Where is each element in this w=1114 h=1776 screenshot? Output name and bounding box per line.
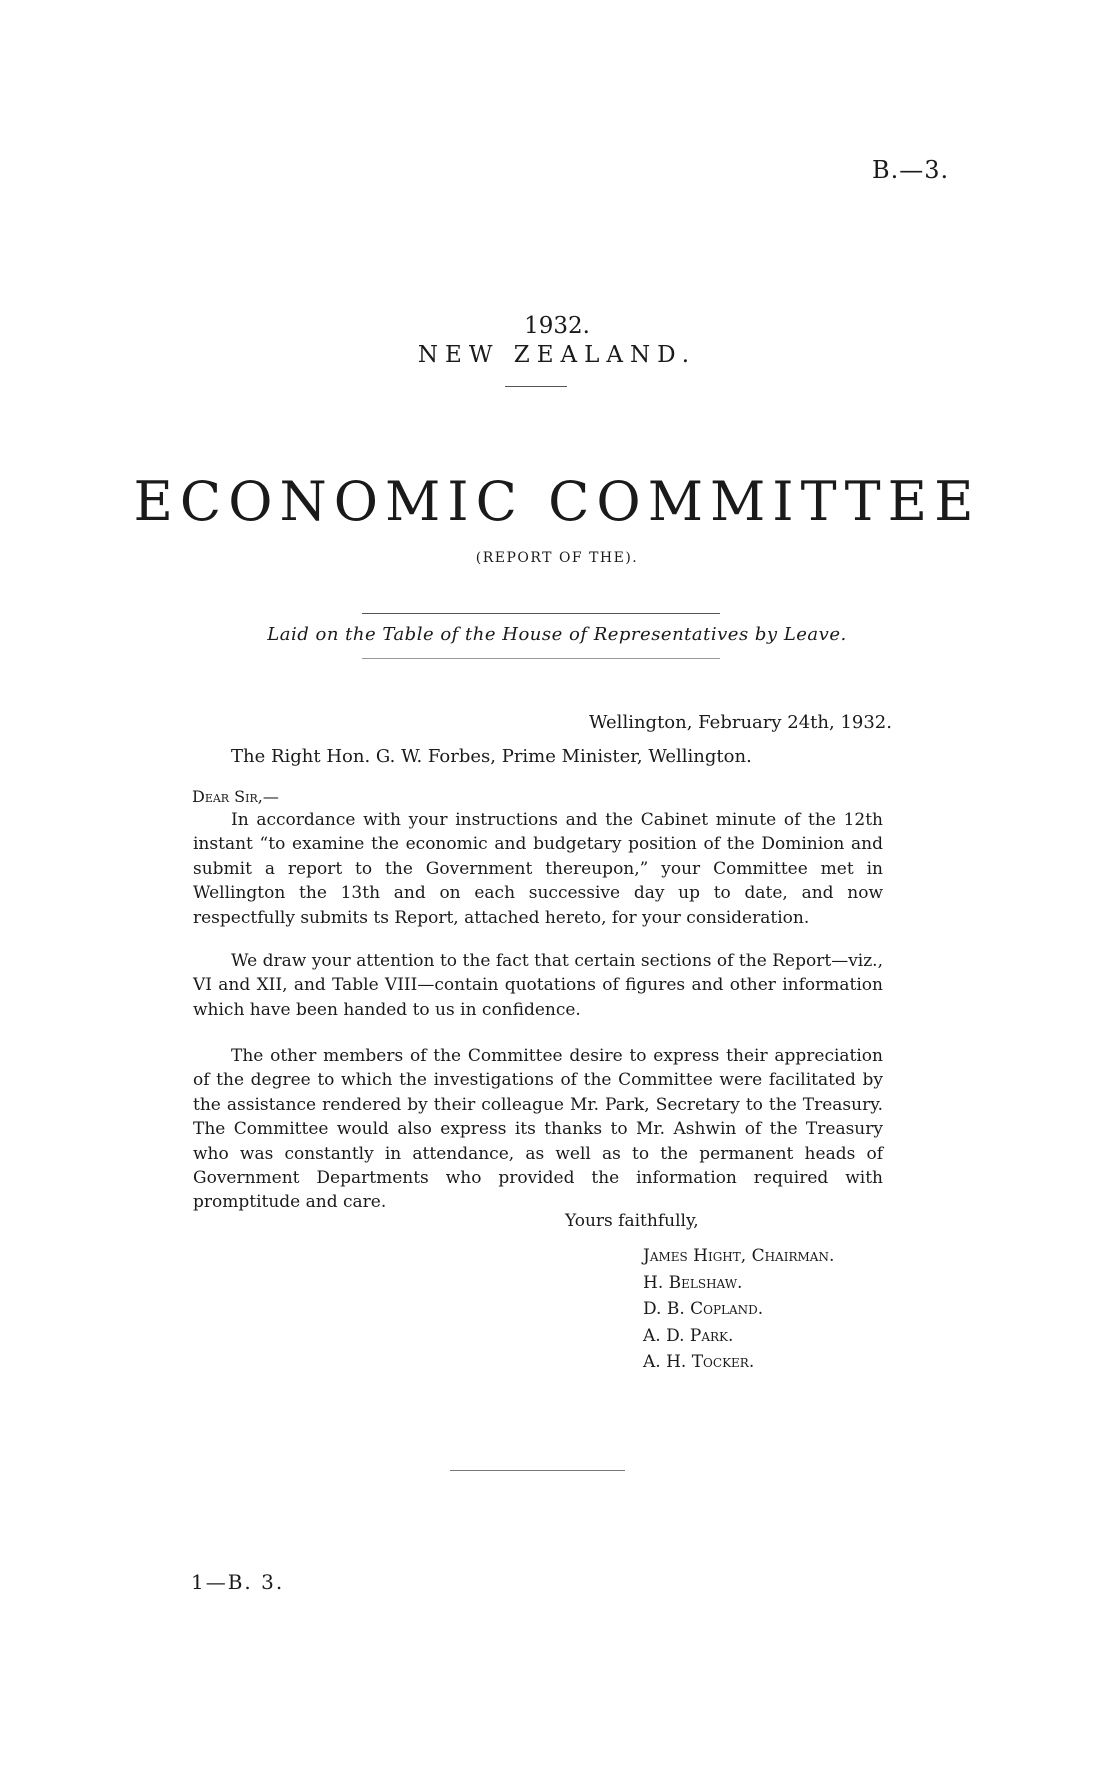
document-title: ECONOMIC COMMITTEE: [133, 470, 981, 533]
divider-short: [505, 386, 567, 387]
divider-upper: [362, 613, 720, 614]
divider-end: [450, 1470, 625, 1471]
page-code: B.—3.: [872, 156, 950, 184]
letter-addressee: The Right Hon. G. W. Forbes, Prime Minister, Wellington.: [231, 746, 752, 767]
divider-lower: [362, 658, 720, 659]
laid-on-table-note: Laid on the Table of the House of Representatives by Leave.: [267, 624, 847, 645]
letter-paragraph-2: We draw your attention to the fact that certain sections of the Report—viz., VI and XII, and Table VIII—contain quotations of figures and other information which have been handed to us in confidence.: [193, 951, 883, 1020]
signatory: A. D. Park.: [643, 1325, 734, 1346]
footer-code: 1—B. 3.: [191, 1570, 285, 1594]
signatory-list: [643, 1243, 834, 1376]
country: NEW ZEALAND.: [417, 342, 697, 368]
letter-paragraph-3: The other members of the Committee desire to express their appreciation of the degree to which the investigations of the Committee were facilitated by the assistance rendered by their colleague Mr. Park, Secretary to the Treasury. The Committee would also express its thanks to Mr. Ashwin of the Treasury who was constantly in attendance, as well as to the permanent heads of Government Departments who provided the information required with promptitude and care.: [193, 1046, 883, 1213]
year: 1932.: [524, 313, 590, 339]
letter-paragraph-1: In accordance with your instructions and the Cabinet minute of the 12th instant “to examine the economic and budgetary position of the Dominion and submit a report to the Government thereupon,” your Committee met in Wellington the 13th and on each successive day up to date, and now respectfully submits ts Report, attached hereto, for your consideration.: [193, 810, 883, 928]
signatory: A. H. Tocker.: [643, 1352, 755, 1372]
signatory: James Hight, Chairman.: [643, 1246, 835, 1266]
letter-closing: Yours faithfully,: [565, 1211, 699, 1231]
signatory: D. B. Copland.: [643, 1299, 764, 1319]
signatory: H. Belshaw.: [643, 1272, 743, 1293]
letter-salutation: Dear Sir,—: [192, 787, 279, 806]
letter-dateline: Wellington, February 24th, 1932.: [589, 712, 892, 733]
document-subtitle: (REPORT OF THE).: [475, 550, 639, 566]
